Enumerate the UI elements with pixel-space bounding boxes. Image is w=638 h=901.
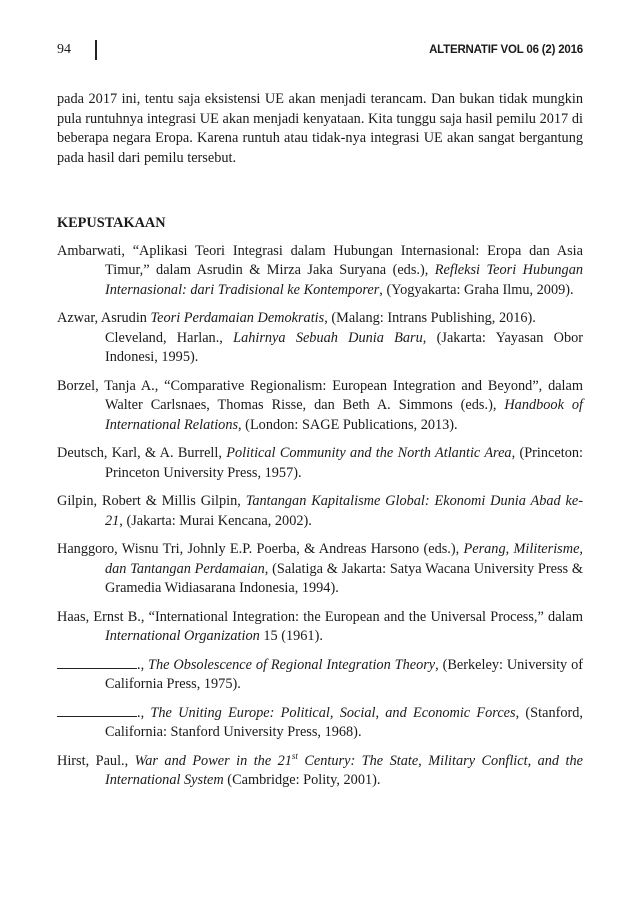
ref-title: Refleksi Teori Hubungan Internasional: dari Tradisional ke Kontemporer xyxy=(105,262,583,298)
ordinal-superscript: st xyxy=(291,750,298,761)
ref-title: The Obsolescence of Regional Integration Theory xyxy=(148,656,436,673)
ref-title: Teori Perdamaian Demokratis xyxy=(150,310,325,326)
reference-entry xyxy=(57,704,583,743)
ref-text: ., xyxy=(137,656,149,673)
ref-text: , (Jakarta: Yayasan Obor Indonesi, 1995). xyxy=(105,329,584,365)
ref-text: Azwar, Asrudin xyxy=(57,310,151,326)
ref-text: 15 (1961). xyxy=(259,628,323,644)
reference-entry xyxy=(57,309,583,368)
ref-text: , (Jakarta: Murai Kencana, 2002). xyxy=(119,512,312,529)
ref-text: Deutsch, Karl, & A. Burrell, xyxy=(57,445,227,461)
ref-text: ., xyxy=(137,704,151,721)
ref-text: (Cambridge: Polity, 2001). xyxy=(223,772,381,788)
ref-text: Gilpin, Robert & Millis Gilpin, xyxy=(57,493,246,509)
ref-text: Hirst, Paul., xyxy=(57,752,135,769)
reference-entry xyxy=(57,656,583,695)
reference-entry xyxy=(57,242,583,301)
ref-title-part: Century: The State, Military Conflict, and the International System xyxy=(105,752,583,788)
ref-title-part: War and Power in the 21 xyxy=(134,752,292,769)
header-divider xyxy=(95,40,97,60)
ref-text: , (Stanford, California: Stanford University Press, 1968). xyxy=(105,704,583,740)
ref-text: , (Princeton: Princeton University Press, 1957). xyxy=(105,445,583,481)
reference-entry xyxy=(57,540,583,599)
page-header xyxy=(57,40,583,62)
ref-title: The Uniting Europe: Political, Social, and Economic Forces xyxy=(150,704,516,721)
reference-entry xyxy=(57,492,583,531)
ref-text: , (Yogyakarta: Graha Ilmu, 2009). xyxy=(379,281,574,298)
section-title: KEPUSTAKAAN xyxy=(57,215,166,231)
ref-title: Lahirnya Sebuah Dunia Baru xyxy=(233,329,423,346)
ref-title: Perang, Militerisme, dan Tantangan Perdamaian xyxy=(105,541,583,577)
intro-paragraph: pada 2017 ini, tentu saja eksistensi UE akan menjadi terancam. Dan bukan tidak mungkin pula runtuhnya integrasi UE akan menjadi kenyataan. Kita tunggu saja hasil pemilu 2017 di beberapa negara Eropa. Karena runtuh atau tidak-nya integrasi UE akan sangat bergantung pada hasil dari pemilu tersebut. xyxy=(57,91,583,166)
repeat-author-rule xyxy=(57,656,137,669)
repeat-author-rule xyxy=(57,704,137,717)
reference-entry xyxy=(57,444,583,483)
reference-entry xyxy=(57,377,583,436)
ref-text: , (Salatiga & Jakarta: Satya Wacana University Press & Gramedia Widiasarana Indonesia, 1994). xyxy=(105,560,583,596)
ref-text: Cleveland, Harlan., xyxy=(105,329,234,346)
ref-text: Ambarwati, “Aplikasi Teori Integrasi dalam Hubungan Internasional: Eropa dan Asia Timur,” dalam Asrudin & Mirza Jaka Suryana (eds.), xyxy=(57,242,583,278)
ref-title: International Organization xyxy=(105,628,260,644)
reference-entry xyxy=(57,608,583,647)
journal-running-head: ALTERNATIF VOL 06 (2) 2016 xyxy=(429,44,583,56)
ref-title: Political Community and the North Atlantic Area xyxy=(226,445,512,461)
ref-text: Haas, Ernst B., “International Integration: the European and the Universal Process,” dalam xyxy=(57,608,583,625)
ref-text: , (Berkeley: University of California Press, 1975). xyxy=(105,656,583,692)
ref-text: , (London: SAGE Publications, 2013). xyxy=(238,416,458,433)
ref-text: Borzel, Tanja A., “Comparative Regionalism: European Integration and Beyond”, dalam Walter Carlsnaes, Thomas Risse, dan Beth A. Simmons (eds.), xyxy=(57,377,583,413)
ref-title: Handbook of International Relations xyxy=(105,397,583,433)
ref-text: , (Malang: Intrans Publishing, 2016). xyxy=(324,310,536,326)
page-body xyxy=(57,90,583,800)
ref-title: Tantangan Kapitalisme Global: Ekonomi Dunia Abad ke-21 xyxy=(105,493,583,529)
reference-entry xyxy=(57,752,583,791)
page-number: 94 xyxy=(57,42,71,57)
ref-text: Hanggoro, Wisnu Tri, Johnly E.P. Poerba, & Andreas Harsono (eds.), xyxy=(57,541,464,557)
